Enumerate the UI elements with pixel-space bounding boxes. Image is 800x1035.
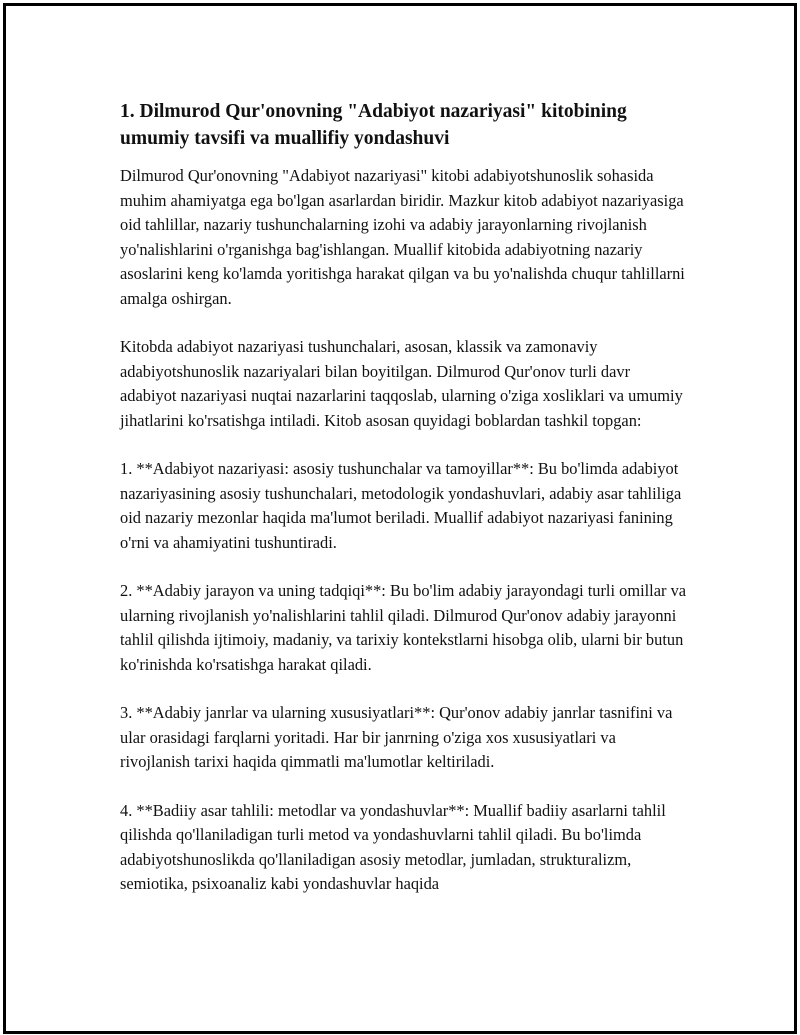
chapter-item-3: 3. **Adabiy janrlar va ularning xususiyatlari**: Qur'onov adabiy janrlar tasnifini va ular orasidagi farqlarni yoritadi. Har bir janrning o'ziga xos xususiyatlari va rivojlanish tarixi haqida qimmatli ma'lumotlar keltiriladi. (120, 703, 673, 771)
document-body (120, 98, 690, 921)
chapter-item-1: 1. **Adabiyot nazariyasi: asosiy tushunchalar va tamoyillar**: Bu bo'limda adabiyot nazariyasining asosiy tushunchalari, metodologik yondashuvlari, adabiy asar tahliliga oid nazariy mezonlar haqida ma'lumot beriladi. Muallif adabiyot nazariyasi fanining o'rni va ahamiyatini tushuntiradi. (120, 459, 682, 552)
chapter-item-2: 2. **Adabiy jarayon va uning tadqiqi**: Bu bo'lim adabiy jarayondagi turli omillar va ularning rivojlanish yo'nalishlarini tahlil qiladi. Dilmurod Qur'onov adabiy jarayonni tahlil qilishda ijtimoiy, madaniy, va tarixiy kontekstlarni hisobga olib, ularni bir butun ko'rinishda ko'rsatishga harakat qiladi. (120, 581, 687, 674)
page-frame (3, 3, 797, 1034)
section-heading: 1. Dilmurod Qur'onovning "Adabiyot nazariyasi" kitobining umumiy tavsifi va muallifiy yondashuvi (120, 101, 627, 149)
intro-paragraph: Dilmurod Qur'onovning "Adabiyot nazariyasi" kitobi adabiyotshunoslik sohasida muhim ahamiyatga ega bo'lgan asarlardan biridir. Mazkur kitob adabiyot nazariyasiga oid tahlillar, nazariy tushunchalarning izohi va adabiy jarayonlarning rivojlanish yo'nalishlarini o'rganishga bag'ishlangan. Muallif kitobida adabiyotning nazariy asoslarini keng ko'lamda yoritishga harakat qilgan va bu yo'nalishda chuqur tahlillarni amalga oshirgan. (120, 166, 685, 308)
chapters-intro-paragraph: Kitobda adabiyot nazariyasi tushunchalari, asosan, klassik va zamonaviy adabiyotshunoslik nazariyalari bilan boyitilgan. Dilmurod Qur'onov turli davr adabiyot nazariyasi nuqtai nazarlarini taqqoslab, ularning o'ziga xosliklari va umumiy jihatlarini ko'rsatishga intiladi. Kitob asosan quyidagi boblardan tashkil topgan: (120, 337, 683, 430)
chapter-item-4: 4. **Badiiy asar tahlili: metodlar va yondashuvlar**: Muallif badiiy asarlarni tahlil qilishda qo'llaniladigan turli metod va yondashuvlarni tahlil qiladi. Bu bo'limda adabiyotshunoslikda qo'llaniladigan asosiy metodlar, jumladan, strukturalizm, semiotika, psixoanaliz kabi yondashuvlar haqida (120, 800, 666, 893)
